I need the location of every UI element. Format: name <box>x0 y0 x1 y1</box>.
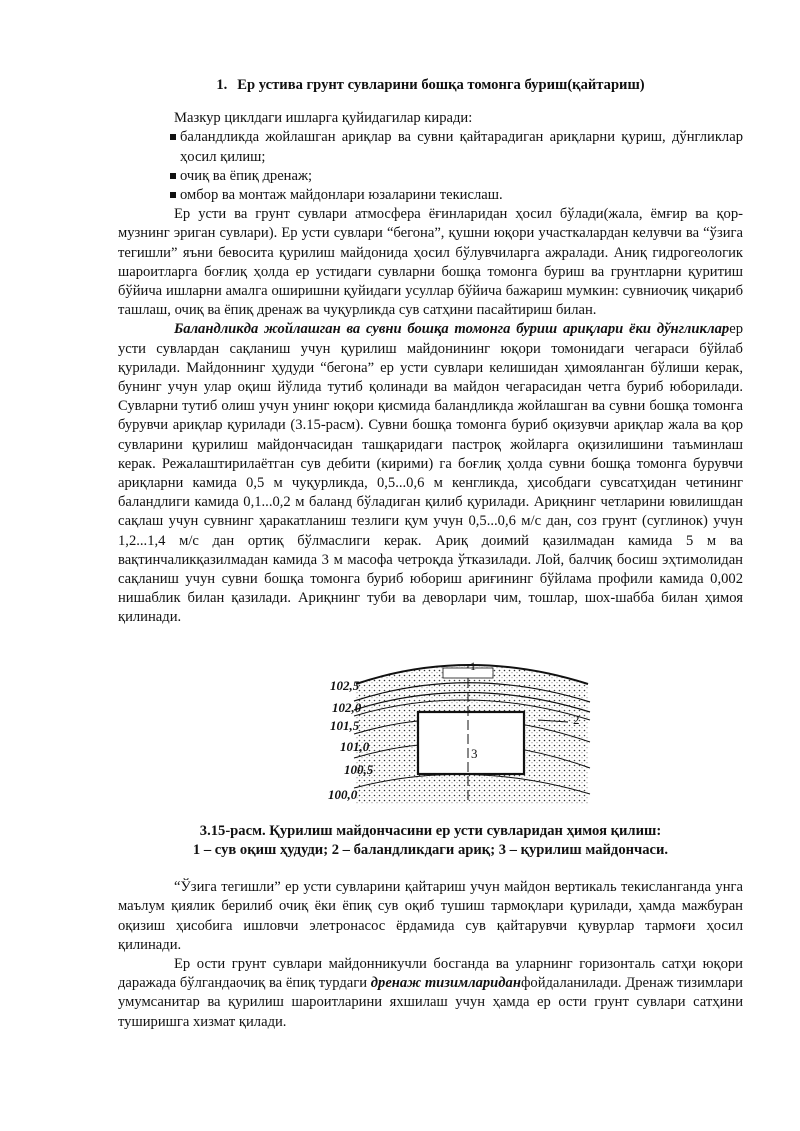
paragraph-4-end: фойдаланилади. Дренаж тизимлари умумсанитар ва қурилиш шароитларини яхшилаш учун ҳамда ер ости грунт сувлари сатҳини туширишга хизмат қилади. <box>118 975 743 1030</box>
contour-label: 100,5 <box>344 761 374 777</box>
paragraph-2 <box>118 320 743 627</box>
figure-3-15 <box>118 654 743 804</box>
paragraph-1: Ер усти ва грунт сувлари атмосфера ёғинларидан ҳосил бўлади(жала, ёмғир ва қор-музнинг эриган сувлари). Ер усти сувлари “бегона”, қушни юқори участкалардан келувчи ва “ўзига тегишли” яъни бевосита қурилиш майдонида ҳосил бўлувчиларга ажралади. Аниқ гидрогеологик шароитларга боғлиқ ҳолда ер устидаги сувларни бошқа томонга буриш ва грунтларни қуритиш бўйича ишларни амалга оширишни қуйидаги усуллар бўйича бажариш мумкин: сувниочиқ чиқариб ташлаш, очиқ ва ёпиқ дренаж ва чуқурликда сув сатҳини пасайтириш билан. <box>118 206 743 319</box>
section-heading <box>118 76 743 95</box>
contour-label: 102,5 <box>330 677 360 693</box>
document-page <box>118 70 743 1032</box>
callout-3: 3 <box>471 745 478 761</box>
paragraph-4-start: Ер ости грунт сувлари майдонникучли босганда ва уларнинг горизонталь сатҳи юқори даражада бўлгандаочиқ ва ёпиқ турдаги <box>118 955 743 992</box>
list-item: омбор ва монтаж майдонлари юзаларини текислаш. <box>170 186 743 205</box>
work-list <box>118 128 743 205</box>
list-item: баландликда жойлашган ариқлар ва сувни қайтарадиган ариқларни қуриш, дўнгликлар ҳосил қилиш; <box>170 128 743 166</box>
site-protection-diagram <box>118 654 743 804</box>
paragraph-4 <box>118 955 743 1032</box>
contour-label: 101,0 <box>340 738 370 754</box>
emphasis-term: Баландликда жойлашган ва сувни бошқа томонга буриш ариқлари ёки дўнгликлар <box>174 321 730 338</box>
emphasis-term: дренаж тизимларидан <box>370 975 521 992</box>
caption-line-1: 3.15-расм. Қурилиш майдончасини ер усти сувларидан ҳимоя қилиш: <box>199 822 662 839</box>
callout-1: 1 <box>470 658 476 673</box>
contour-label: 100,0 <box>328 786 358 802</box>
intro-text: Мазкур циклдаги ишларга қуйидагилар киради: <box>174 110 473 127</box>
caption-line-2: 1 – сув оқиш ҳудуди; 2 – баландликдаги ариқ; 3 – қурилиш майдончаси. <box>192 841 669 858</box>
figure-caption <box>118 822 743 860</box>
flow-zone-box <box>443 668 493 678</box>
section-number: 1. <box>216 77 228 93</box>
paragraph-2-text: ер усти сувлардан сақланиш учун қурилиш майдонининг юқори томонидаги чегараси бўйлаб қурилади. Майдоннинг ҳудуди “бегона” ер усти сувлари келишидан ҳимояланган бўлиши керак, бунинг учун улар оқиш йўлида тутиб қолинади ва майдон чегарасидан четга буриб юборилади. Сувларни тутиб олиш учун унинг юқори қисмида баландликда жойлашган ва сувни бошқа томонга бурувчи ариқлар қурилади (3.15-расм). Сувни бошқа томонга буриб оқизувчи ариқлар жала ва қор сувларини қурилиш майдончасидан ташқаридаги пастроқ жойларга оқизилишини таъминлаш керак. Режалаштирилаётган сув дебити (кирими) га боғлиқ ҳолда сувни бошқа томонга бурувчи ариқларни камида 0,5 м чуқурликда, 0,5...0,6 м кенгликда, ҳисобдаги сувсатҳидан четининг баландлиги камида 0,1...0,2 м баланд бўладиган қилиб қурилади. Ариқнинг четларини ювилишдан сақлаш учун сувнинг ҳаракатланиш тезлиги қум учун 0,5...0,6 м/с дан, соз грунт (суглинок) учун 1,2...1,4 м/с дан ортиқ бўлмаслиги керак. Ариқ доимий қазилмадан камида 5 м ва вақтинчаликқазилмадан камида 3 м масофа четроқда ўтказилади. Лой, балчиқ босиш эҳтимолидан сақланиш учун сувни бошқа томонга буриб юбориш ариғининг бўйлама профили камида 0,002 нишаблик билан қазилади. Ариқнинг туби ва деворлари чим, тошлар, шох-шабба билан ҳимоя қилинади. <box>118 321 743 626</box>
construction-site <box>418 712 524 774</box>
list-item: очиқ ва ёпиқ дренаж; <box>170 167 743 186</box>
section-title: Ер устива грунт сувларини бошқа томонга буриш(қайтариш) <box>237 77 645 93</box>
callout-2: 2 <box>573 711 580 727</box>
paragraph-3: “Ўзига тегишли” ер усти сувларини қайтариш учун майдон вертикаль текисланганда унга маълум қиялик берилиб очиқ ёки ёпиқ сув оқиб тушиш тармоқлари қурилади, ҳамда мажбуран оқизиш ҳисобига ишловчи элетронасос ёрдамида сув қайтарувчи қувурлар тармоғи ҳосил қилинади. <box>118 879 743 953</box>
contour-label: 101,5 <box>330 717 360 733</box>
contour-label: 102,0 <box>332 699 362 715</box>
